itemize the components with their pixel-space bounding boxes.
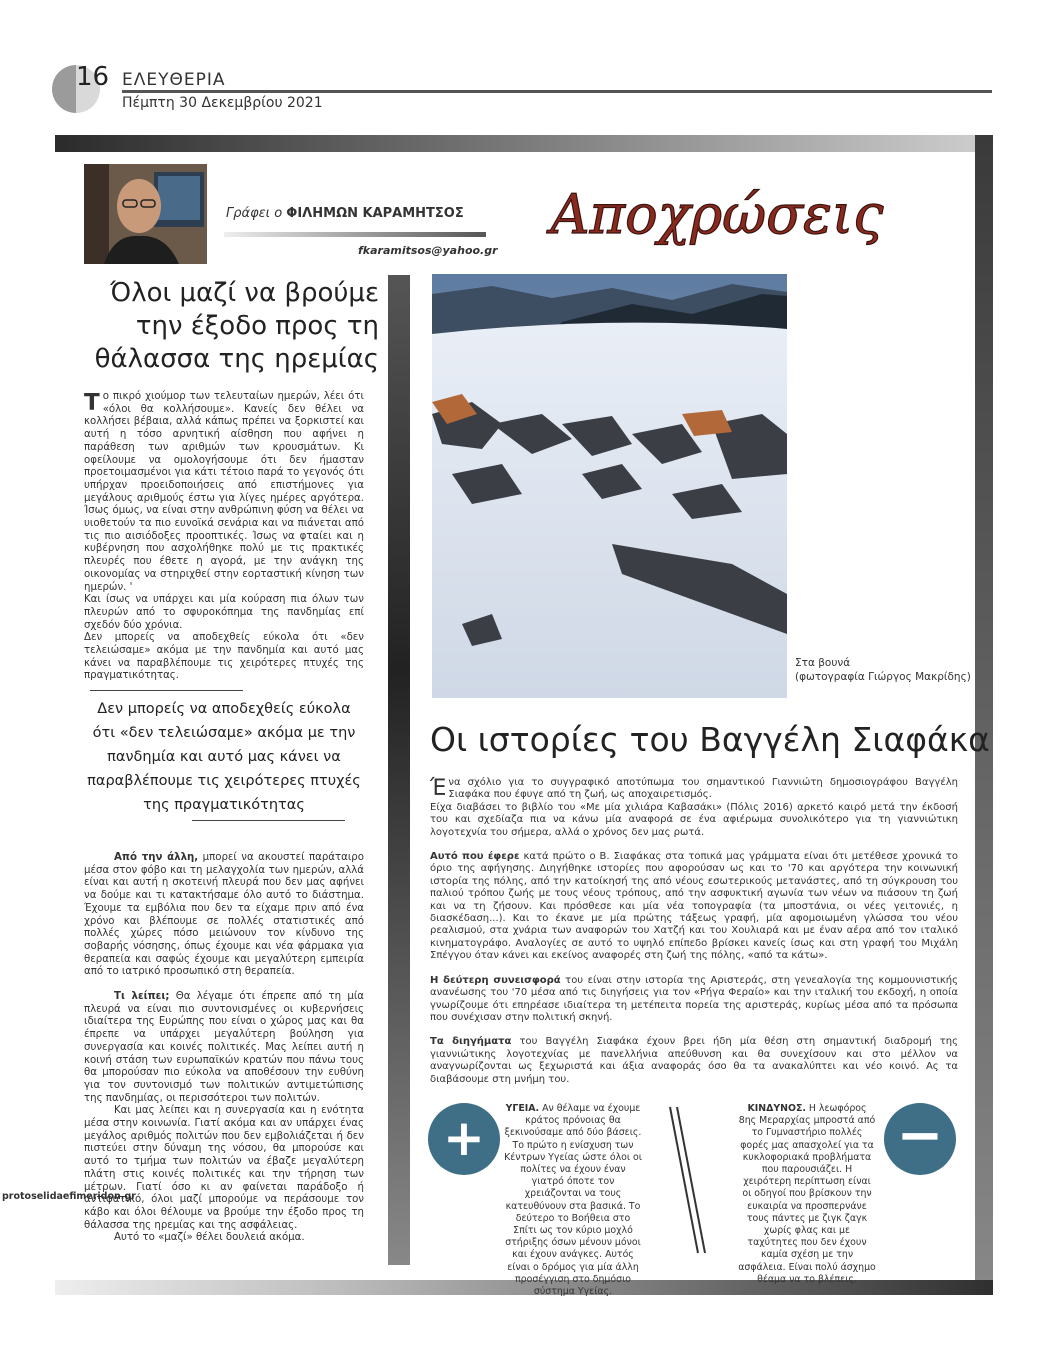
issue-date: Πέμπτη 30 Δεκεμβρίου 2021 — [122, 95, 323, 111]
paragraph: Θα λέγαμε ότι έπρεπε από τη μία πλευρά να είναι πιο συντονισμένες οι κυβερνήσεις ιδιαίτερα της Ευρώπης που είναι ο χώρος μας και θα έπρεπε να υπάρχει μεγαλύτερη βούληση για συνεργασία και κοινές πολιτικές. Μας λείπει αυτή η κοινή στάση των ευρωπαϊκών κρατών που πάνω τους θα μπορούσαν πιο εύκολα να αποθέσουν την ευθύνη για τον συντονισμό των πολιτικών αντιμετώπισης της πανδημίας, οι περισσότεροι των πολιτών. — [84, 991, 364, 1104]
caption-line: Στα βουνά — [795, 657, 851, 669]
lead-in: Τα διηγήματα — [430, 1036, 512, 1048]
paragraph: να σχόλιο για το συγγραφικό αποτύπωμα του σημαντικού Γιαννιώτη δημοσιογράφου Βαγγέλη Σιαφάκα που έφυγε από τη ζωή, ως αποχαιρετισμός. — [448, 777, 958, 801]
left-article-body-2 — [84, 852, 364, 1245]
dropcap: Τ — [84, 390, 100, 416]
lead-in: Από την άλλη, — [114, 852, 199, 863]
paragraph: Και μας λείπει και η συνεργασία και η ενότητα μέσα στην κοινωνία. Γιατί ακόμα και αν υπάρχει ένας μεγάλος αριθμός πολιτών που δεν εμβολιάζεται ή δεν πιστεύει στην δύναμη της νόσου, θα μπορούσε και αυτό το τμήμα των πολιτών να έβαζε μεγαλύτερη πλάτη στις κοινές πολιτικές και την τήρηση των μέτρων. Γιατί όσο κι αν φαίνεται παράδοξο ή αντιφατικό, όλοι μαζί μπορούμε να περάσουμε τον κάβο και όλοι θέλουμε να βρούμε την έξοδο προς τη θάλασσα της ηρεμίας και της ασφάλειας. — [84, 1105, 364, 1231]
dropcap: Έ — [430, 776, 447, 801]
lead-in: Τι λείπει; — [114, 991, 170, 1003]
logo-text: Αποχρώσεις — [550, 183, 884, 246]
minus-box-text — [738, 1103, 876, 1286]
column-logo — [520, 165, 915, 265]
paragraph: Αυτό το «μαζί» θέλει δουλειά ακόμα. — [114, 1232, 305, 1244]
paragraph: Είχα διαβάσει το βιβλίο του «Με μία χιλιάρα Καβασάκι» (Πόλις 2016) αρκετό καιρό μετά την έκδοσή του και σχεδίαζα πια να κάνω μία αναφορά σε ένα αφιέρωμα συνολικότερο για τη γιαννιώτικη λογοτεχνία του σήμερα, αλλά ο χρόνος δεν μας ρωτά. — [430, 801, 958, 838]
paragraph: κατά πρώτο ο Β. Σιαφάκας στα τοπικά μας γράμματα είναι ότι μετέθεσε χρονικά το όριο της αφήγησης. Διηγήθηκε ιστορίες που αφορούσαν ως και το '70 και αργότερα την κοινωνική ιστορία της πόλης, από την κατοίκησή της από νέους εσωτερικούς μετανάστες, από τη σύγκρουση του παλιού τρόπου ζωής με τους νέους τρόπους, από την ασφυκτική αγωνία των νέων να πιάσουν τη ζωή και να τη ζήσουν. Και πρόσθεσε και μία νέα τοπογραφία (τα μποστάνια, οι νέες γειτονιές, η διασκέδαση...). Και το έκανε με μία πρώτης τάξεως γραφή, μία αφομοιωμένη γλώσσα του νέου ρεαλισμού, στα χνάρια των αναφορών του Χατζή και του Χουλιαρά και με έναν αέρα από τον ιταλικό κινηματογράφο. Αναλογίες σε αυτό το υψηλό επίπεδο βρίσκει κανείς ίσως και στη γραφή του Μιχάλη Σπέγγου όταν κάνει και εκείνος αναφορές στη ζωή της πόλης, «από τα κάτω». — [430, 851, 959, 962]
snow-mountain-photo — [432, 274, 787, 698]
paragraph: ο πικρό χιούμορ των τελευταίων ημερών, λέει ότι «όλοι θα κολλήσουμε». Κανείς δεν θέλει να κολλήσει βέβαια, αλλά κάπως πρέπει να ξορκιστεί και αυτή η τόσο αρνητική αίσθηση που αφήνει η παράθεση των αριθμών των κρουσμάτων. Κι οφείλουμε να ομολογήσουμε ότι δεν ήμασταν προετοιμασμένοι για κάτι τέτοιο παρά το γεγονός ότι υπήρχαν προειδοποιήσεις από επιστήμονες για μεγάλους αριθμούς έστω για λίγες ημέρες αργότερα. Ίσως όμως, να είναι στην ανθρώπινη φύση να θέλει να υιοθετούν τα πιο ευνοϊκά σενάρια και να πιάνεται από τις πιο αισιόδοξες προοπτικές. Ίσως να φταίει και η κυβέρνηση που ασχολήθηκε πολύ με τις πρακτικές πλευρές που έθετε η αγορά, με την ανάγκη της οικονομίας να στηριχθεί στην εορταστική κίνηση των ημερών. ' — [84, 391, 364, 593]
newspaper-name: ΕΛΕΥΘΕΡΙΑ — [122, 70, 226, 90]
header-rule — [122, 90, 992, 93]
photo-caption — [795, 656, 971, 684]
left-article-body-1 — [84, 391, 364, 683]
plus-icon: + — [428, 1103, 500, 1175]
minus-box-lead: ΚΙΝΔΥΝΟΣ. — [747, 1103, 806, 1114]
paragraph: του Βαγγέλη Σιαφάκα έχουν βρει ήδη μία θέση στη σημαντική διαδρομή της γιαννιώτικης λογοτεχνίας με πανελλήνια απεύθυνση και θα συνεχίσουν και στο μέλλον να αναγνωρίζονται ως ξεχωριστά και άξια αναφοράς όσο θα τα ανακαλύπτει και νέο κοινό. Ας τα διαβάσουμε στη μνήμη του. — [430, 1036, 958, 1085]
paragraph: Και ίσως να υπάρχει και μία κούραση πια όλων των πλευρών από το σφυροκόπημα της πανδημίας επί σχεδόν δύο χρόνια. — [84, 594, 364, 631]
pull-quote: Δεν μπορείς να αποδεχθείς εύκολα ότι «δεν τελειώσαμε» ακόμα με την πανδημία και αυτό μας κάνει να παραβλέπουμε τις χειρότερες πτυχές της πραγματικότητας — [87, 701, 361, 813]
column-divider — [388, 275, 410, 1265]
byline-rule — [224, 232, 486, 237]
quote-rule-top — [90, 690, 243, 691]
author-name: ΦΙΛΗΜΩΝ ΚΑΡΑΜΗΤΣΟΣ — [286, 206, 464, 221]
byline — [226, 206, 464, 221]
left-headline: Όλοι μαζί να βρούμε την έξοδο προς τη θάλασσα της ηρεμίας — [94, 278, 379, 374]
plus-box-text — [504, 1103, 642, 1298]
page-number: 16 — [76, 62, 110, 92]
separator-slashes — [668, 1105, 708, 1255]
paragraph: του είναι στην ιστορία της Αριστεράς, στη γενεαλογία της κομμουνιστικής ανανέωσης του '70 μέσα από τις διηγήσεις για τον «Ρήγα Φεραίο» και την ιταλική του εκδοχή, η οποία γνωρίζουμε ότι επηρέασε ιδιαίτερα τη μετέπειτα πορεία της αριστεράς, κυρίως μέσα από τα πρόσωπα που συνέχισαν στην πολιτική σκηνή. — [430, 974, 959, 1023]
caption-line: (φωτογραφία Γιώργος Μακρίδης) — [795, 671, 971, 683]
author-portrait — [84, 164, 207, 264]
minus-icon: − — [884, 1103, 956, 1175]
plus-box-lead: ΥΓΕΙΑ. — [505, 1103, 540, 1114]
right-article-body — [430, 777, 958, 1086]
lead-in: Αυτό που έφερε — [430, 851, 520, 863]
paragraph: μπορεί να ακουστεί παράταιρο μέσα στον φόβο και τη μελαγχολία των ημερών, αλλά είναι και αυτή η σκοτεινή πλευρά που δεν μας αφήνει να δούμε και τι κατακτήσαμε όλο αυτό το διάστημα. Έχουμε τα εμβόλια που δεν τα είχαμε πριν από ένα χρόνο και βλέπουμε σε πολλές στατιστικές από πολλές χώρες πόσο μειώνουν τον κίνδυνο της σοβαρής νόσησης, όπως έχουμε και νέα φάρμακα για θεραπεία και σαφώς έχουμε και μεγαλύτερη εμπειρία από το ιατρικό προσωπικό στη θεραπεία. — [84, 852, 365, 978]
top-frame-bar — [55, 135, 993, 152]
watermark: protoselidaefimeridon.gr — [2, 1191, 136, 1202]
author-email[interactable]: fkaramitsos@yahoo.gr — [358, 244, 498, 257]
right-headline: Οι ιστορίες του Βαγγέλη Σιαφάκα — [430, 720, 990, 759]
quote-rule-bottom — [192, 820, 345, 821]
plus-box-body: Αν θέλαμε να έχουμε κράτος πρόνοιας θα ξεκινούσαμε από δύο βάσεις. Το πρώτο η ενίσχυση των Κέντρων Υγείας ώστε όλοι οι πολίτες να έχουν έναν γιατρό όποτε τον χρειάζονται να τους κατευθύνουν στα βασικά. Το δεύτερο το Βοήθεια στο Σπίτι ως τον κύριο μοχλό στήριξης όσων μένουν μόνοι και έχουν ανάγκες. Αυτός είναι ο δρόμος για μία άλλη προσέγγιση στο δημόσιο σύστημα Υγείας. — [504, 1103, 642, 1298]
byline-prefix: Γράφει ο — [226, 206, 283, 221]
lead-in: Η δεύτερη συνεισφορά — [430, 974, 561, 986]
minus-box-body: Η λεωφόρος 8ης Μεραρχίας μπροστά από το Γυμναστήριο πολλές φορές μας απασχολεί για τα κυκλοφοριακά προβλήματα που παρουσιάζει. Η χειρότερη περίπτωση είναι οι οδηγοί που βρίσκουν την ευκαιρία να προσπερνάνε τους πάντες με ζιγκ ζαγκ χωρίς φλας και με ταχύτητες που δεν έχουν καμία σχέση με την ασφάλεια. Είναι πολύ άσχημο θέαμα να το βλέπεις. — [738, 1103, 876, 1285]
right-frame-bar — [975, 135, 993, 1295]
paragraph: Δεν μπορείς να αποδεχθείς εύκολα ότι «δεν τελειώσαμε» ακόμα με την πανδημία και αυτό μας κάνει να παραβλέπουμε τις χειρότερες πτυχές της πραγματικότητας. — [84, 632, 364, 682]
